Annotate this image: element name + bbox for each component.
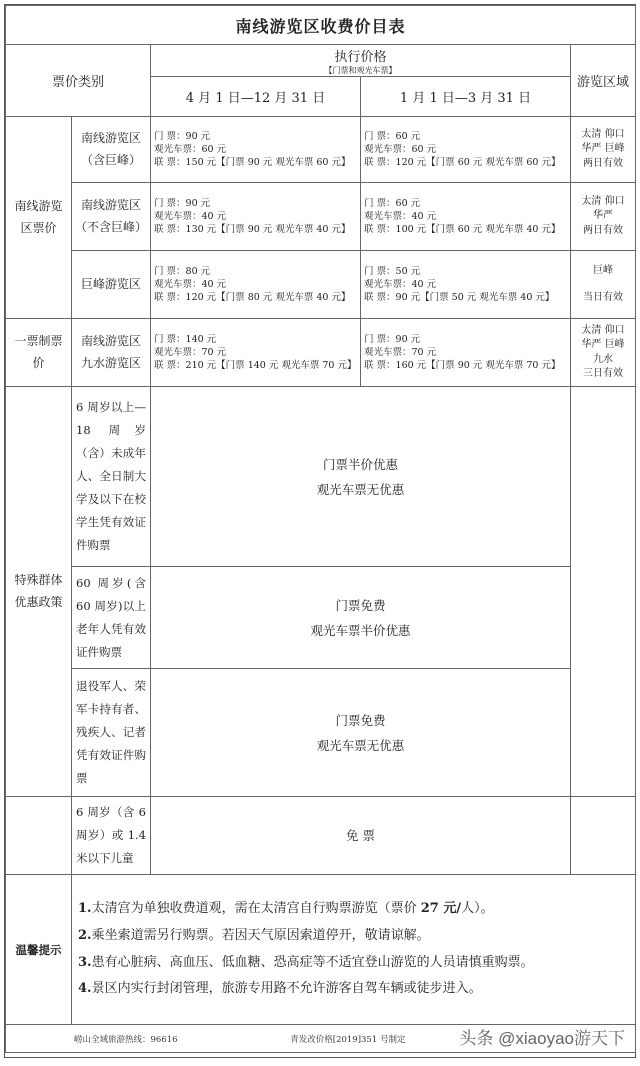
special-2-desc: 退役军人、荣军卡持有者、残疾人、记者凭有效证件购票 xyxy=(72,669,151,797)
row-2-p2-bus: 观光车票：40 元 xyxy=(364,278,437,290)
row-0-area-line-0: 太清 仰口 xyxy=(581,128,625,140)
row-1-p1-combo: 联 票：130 元【门票 90 元 观光车票 40 元】 xyxy=(154,224,351,236)
row-2-p1-combo: 联 票：120 元【门票 80 元 观光车票 40 元】 xyxy=(154,292,351,304)
special-2-policy-line-1: 观光车票无优惠 xyxy=(316,737,405,753)
header-period-1: 4 月 1 日—12 月 31 日 xyxy=(151,77,361,117)
row-2-name-line-0: 巨峰游览区 xyxy=(80,276,141,291)
south-group-label xyxy=(6,117,72,319)
south-group-text: 南线游览区票价 xyxy=(14,198,63,235)
price-table xyxy=(5,5,636,1053)
onepass-area-line-2: 九水 xyxy=(593,353,613,365)
onepass-name xyxy=(72,319,151,387)
onepass-name-line-0: 南线游览区 xyxy=(80,333,141,348)
row-1-area-line-2: 两日有效 xyxy=(583,224,623,236)
tips-label: 温馨提示 xyxy=(6,875,72,1025)
onepass-p1-bus: 观光车票：70 元 xyxy=(154,346,227,358)
row-1-name xyxy=(72,183,151,251)
header-exec-note: 【门票和观光车票】 xyxy=(324,65,397,75)
tip-1-tail: 人）。 xyxy=(461,901,494,917)
special-0-policy xyxy=(151,387,571,567)
watermark-text: 头条 @xiaoyao游天下 xyxy=(459,1029,625,1048)
row-0-name xyxy=(72,117,151,183)
row-0-area xyxy=(571,117,636,183)
row-0-area-line-2: 两日有效 xyxy=(583,157,623,169)
special-2-policy xyxy=(151,669,571,797)
onepass-area xyxy=(571,319,636,387)
row-2-price-2 xyxy=(361,251,571,319)
onepass-area-line-3: 三日有效 xyxy=(583,368,623,379)
row-1-name-line-0: 南线游览区 xyxy=(80,197,141,212)
tip-2-text: 乘坐索道需另行购票。若因天气原因索道停开，敬请谅解。 xyxy=(91,927,430,943)
special-1-policy xyxy=(151,567,571,669)
special-0-policy-line-0: 门票半价优惠 xyxy=(322,456,398,472)
tip-4-text: 景区内实行封闭管理，旅游专用路不允许游客自驾车辆或徒步进入。 xyxy=(91,981,482,997)
tip-3-num: 3. xyxy=(78,954,92,970)
row-0-p1-combo: 联 票：150 元【门票 90 元 观光车票 60 元】 xyxy=(154,157,351,169)
row-1-area xyxy=(571,183,636,251)
row-2-area xyxy=(571,251,636,319)
footer-hotline: 崂山全域旅游热线：96616 xyxy=(74,1034,178,1045)
onepass-p2-bus: 观光车票：70 元 xyxy=(364,346,437,358)
onepass-group-text: 一票制票价 xyxy=(14,333,63,370)
tip-4-num: 4. xyxy=(78,981,92,997)
header-category: 票价类别 xyxy=(6,45,151,117)
row-0-name-line-1: （含巨峰） xyxy=(80,152,141,167)
tip-item-2 xyxy=(78,923,629,950)
onepass-p1-combo: 联 票：210 元【门票 140 元 观光车票 70 元】 xyxy=(154,360,357,372)
row-1-name-line-1: （不含巨峰） xyxy=(74,219,147,234)
header-exec-price-label: 执行价格 xyxy=(334,49,387,65)
tip-item-1 xyxy=(78,896,629,923)
tip-item-3 xyxy=(78,950,629,977)
tip-1-text: 太清宫为单独收费道观，需在太清宫自行购票游览（票价 xyxy=(91,901,421,917)
special-0-policy-line-1: 观光车票无优惠 xyxy=(316,481,405,497)
row-2-p1-bus: 观光车票：40 元 xyxy=(154,278,227,290)
onepass-p2-combo: 联 票：160 元【门票 90 元 观光车票 70 元】 xyxy=(364,360,561,372)
tip-1-bold: 27 元/ xyxy=(420,901,462,917)
onepass-name-line-1: 九水游览区 xyxy=(80,355,141,370)
onepass-area-line-0: 太清 仰口 xyxy=(581,324,625,336)
page-title: 南线游览区收费价目表 xyxy=(6,6,636,45)
row-0-price-1 xyxy=(151,117,361,183)
row-1-area-line-1: 华严 xyxy=(593,210,613,222)
row-0-name-line-0: 南线游览区 xyxy=(80,130,141,145)
special-0-desc: 6 周岁以上—18 周岁（含）未成年人、全日制大学及以下在校学生凭有效证件购票 xyxy=(72,387,151,567)
row-2-p2-combo: 联 票：90 元【门票 50 元 观光车票 40 元】 xyxy=(364,292,555,304)
header-period-2: 1 月 1 日—3 月 31 日 xyxy=(361,77,571,117)
child-group-empty xyxy=(6,797,72,875)
row-1-p2-ticket: 门 票：60 元 xyxy=(364,197,421,209)
onepass-price-1 xyxy=(151,319,361,387)
special-1-policy-line-1: 观光车票半价优惠 xyxy=(310,622,411,638)
child-desc: 6 周岁（含 6 周岁）或 1.4 米以下儿童 xyxy=(72,797,151,875)
price-sheet xyxy=(4,4,636,1058)
row-1-p1-bus: 观光车票：40 元 xyxy=(154,210,227,222)
tip-2-num: 2. xyxy=(78,927,92,943)
row-1-area-line-0: 太清 仰口 xyxy=(581,195,625,207)
row-1-p1-ticket: 门 票：90 元 xyxy=(154,197,211,209)
special-group-text: 特殊群体优惠政策 xyxy=(14,572,63,609)
row-1-price-2 xyxy=(361,183,571,251)
child-area-empty xyxy=(571,797,636,875)
special-1-policy-line-0: 门票免费 xyxy=(335,597,386,613)
header-exec-price xyxy=(151,45,571,77)
row-2-name xyxy=(72,251,151,319)
special-2-policy-line-0: 门票免费 xyxy=(335,712,386,728)
row-0-price-2 xyxy=(361,117,571,183)
row-0-p2-ticket: 门 票：60 元 xyxy=(364,130,421,142)
tip-1-num: 1. xyxy=(78,901,92,917)
special-group-label xyxy=(6,387,72,797)
header-area: 游览区域 xyxy=(571,45,636,117)
onepass-p2-ticket: 门 票：90 元 xyxy=(364,333,421,345)
tip-item-4 xyxy=(78,976,629,1003)
tip-3-text: 患有心脏病、高血压、低血糖、恐高症等不适宜登山游览的人员请慎重购票。 xyxy=(91,954,534,970)
row-0-p1-bus: 观光车票：60 元 xyxy=(154,143,227,155)
onepass-p1-ticket: 门 票：140 元 xyxy=(154,333,217,345)
row-2-p2-ticket: 门 票：50 元 xyxy=(364,265,421,277)
onepass-area-line-1: 华严 巨峰 xyxy=(581,339,625,350)
row-0-area-line-1: 华严 巨峰 xyxy=(581,143,625,155)
row-2-area-line-1: 当日有效 xyxy=(583,291,623,303)
row-2-price-1 xyxy=(151,251,361,319)
tips-list xyxy=(72,875,636,1025)
onepass-price-2 xyxy=(361,319,571,387)
row-1-price-1 xyxy=(151,183,361,251)
row-0-p2-bus: 观光车票：60 元 xyxy=(364,143,437,155)
row-2-p1-ticket: 门 票：80 元 xyxy=(154,265,211,277)
row-0-p1-ticket: 门 票：90 元 xyxy=(154,130,211,142)
onepass-group-label xyxy=(6,319,72,387)
row-0-p2-combo: 联 票：120 元【门票 60 元 观光车票 60 元】 xyxy=(364,157,561,169)
child-policy: 免 票 xyxy=(151,797,571,875)
row-2-area-line-0: 巨峰 xyxy=(593,265,613,276)
row-1-p2-bus: 观光车票：40 元 xyxy=(364,210,437,222)
special-area-empty xyxy=(571,387,636,797)
footer-approval: 青发改价格[2019]351 号制定 xyxy=(290,1034,406,1045)
special-1-desc: 60 周岁(含 60 周岁)以上老年人凭有效证件购票 xyxy=(72,567,151,669)
row-1-p2-combo: 联 票：100 元【门票 60 元 观光车票 40 元】 xyxy=(364,224,561,236)
